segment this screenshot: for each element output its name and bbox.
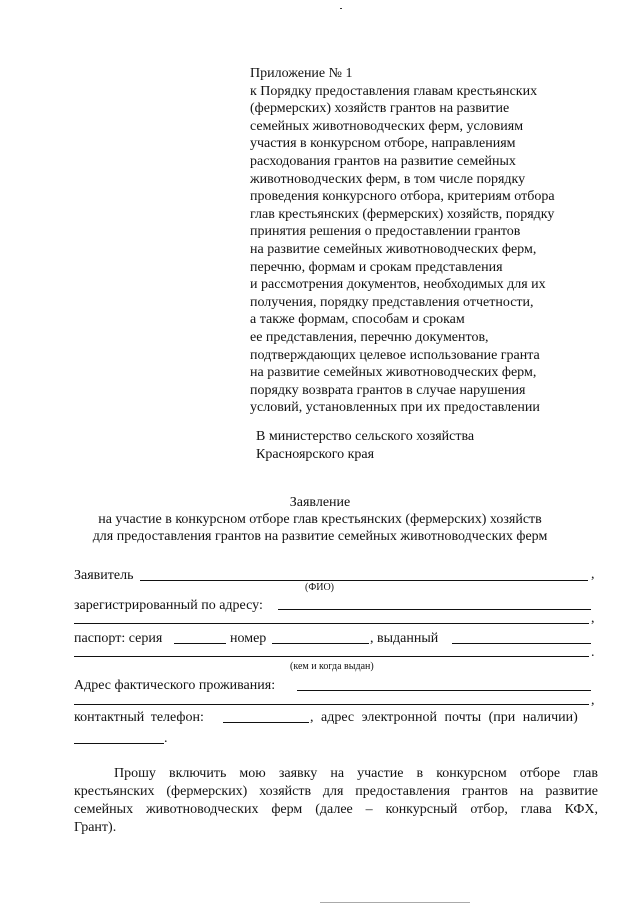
appendix-line: семейных животноводческих ферм, условиям — [250, 118, 524, 134]
registered-address-field[interactable] — [278, 609, 591, 610]
passport-period: . — [591, 645, 595, 660]
registered-comma: , — [591, 611, 595, 626]
appendix-line: глав крестьянских (фермерских) хозяйств, порядку — [250, 206, 555, 222]
registered-address-label: зарегистрированный по адресу: — [74, 598, 263, 613]
actual-address-field-line-2[interactable] — [74, 704, 589, 705]
appendix-line: (фермерских) хозяйств грантов на развитие — [250, 101, 510, 117]
request-line: Грант). — [74, 820, 117, 835]
passport-series-field[interactable] — [174, 643, 226, 644]
appendix-line: подтверждающих целевое использование гранта — [250, 347, 540, 363]
appendix-line: условий, установленных при их предоставлении — [250, 400, 540, 416]
appendix-line: а также формам, способам и срокам — [250, 312, 465, 328]
scan-mark-bottom — [320, 902, 470, 903]
request-line: семейных животноводческих ферм (далее – конкурсный отбор, глава КФХ, — [74, 802, 598, 817]
addressee-line-2: Красноярского края — [256, 447, 375, 462]
actual-address-comma: , — [591, 693, 595, 708]
applicant-label: Заявитель — [74, 568, 134, 583]
appendix-line: порядку возврата грантов в случае нарушения — [250, 382, 526, 398]
appendix-line: на развитие семейных животноводческих ферм, — [250, 241, 537, 257]
applicant-comma: , — [591, 567, 595, 582]
scan-mark-top — [340, 8, 342, 9]
appendix-title: Приложение № 1 — [250, 66, 353, 81]
appendix-line: принятия решения о предоставлении грантов — [250, 224, 521, 240]
passport-issued-label: , выданный — [370, 631, 439, 646]
appendix-line: получения, порядку представления отчетности, — [250, 294, 534, 310]
appendix-line: ее представления, перечню документов, — [250, 329, 489, 345]
appendix-line: проведения конкурсного отбора, критериям отбора — [250, 189, 555, 205]
document-subtitle-2: для предоставления грантов на развитие семейных животноводческих ферм — [92, 529, 548, 544]
request-line: Прошу включить мою заявку на участие в конкурсном отборе глав — [114, 766, 598, 781]
fio-hint: (ФИО) — [305, 582, 335, 593]
email-period: . — [164, 731, 168, 746]
passport-number-label: номер — [230, 631, 267, 646]
request-line: крестьянских (фермерских) хозяйств для предоставления грантов на развитие — [74, 784, 598, 799]
issued-hint: (кем и когда выдан) — [290, 661, 374, 672]
appendix-line: расходования грантов на развитие семейных — [250, 153, 516, 169]
passport-issued-field-line-2[interactable] — [74, 656, 589, 657]
addressee-line-1: В министерство сельского хозяйства — [256, 429, 475, 444]
passport-number-field[interactable] — [272, 643, 369, 644]
passport-series-label: паспорт: серия — [74, 631, 163, 646]
actual-address-label: Адрес фактического проживания: — [74, 678, 276, 693]
appendix-block — [250, 65, 555, 417]
applicant-fio-field[interactable] — [140, 580, 588, 581]
appendix-line: к Порядку предоставления главам крестьянских — [250, 83, 538, 99]
appendix-line: животноводческих ферм, в том числе порядку — [250, 171, 526, 187]
appendix-line: перечню, формам и срокам представления — [250, 259, 503, 275]
phone-field[interactable] — [223, 722, 309, 723]
appendix-line: на развитие семейных животноводческих ферм, — [250, 365, 537, 381]
document-title: Заявление — [289, 495, 351, 510]
passport-issued-field[interactable] — [452, 643, 591, 644]
request-paragraph — [74, 765, 598, 837]
registered-address-field-line-2[interactable] — [74, 623, 589, 624]
document-subtitle-1: на участие в конкурсном отборе глав крестьянских (фермерских) хозяйств — [98, 512, 542, 527]
addressee-block — [256, 428, 474, 464]
email-field[interactable] — [74, 743, 164, 744]
appendix-line: и рассмотрения документов, необходимых для их — [250, 277, 546, 293]
email-label: , адрес электронной почты (при наличии) — [310, 710, 578, 725]
phone-label: контактный телефон: — [74, 710, 204, 725]
actual-address-field[interactable] — [297, 690, 591, 691]
appendix-line: участия в конкурсном отборе, направлениям — [250, 136, 516, 152]
